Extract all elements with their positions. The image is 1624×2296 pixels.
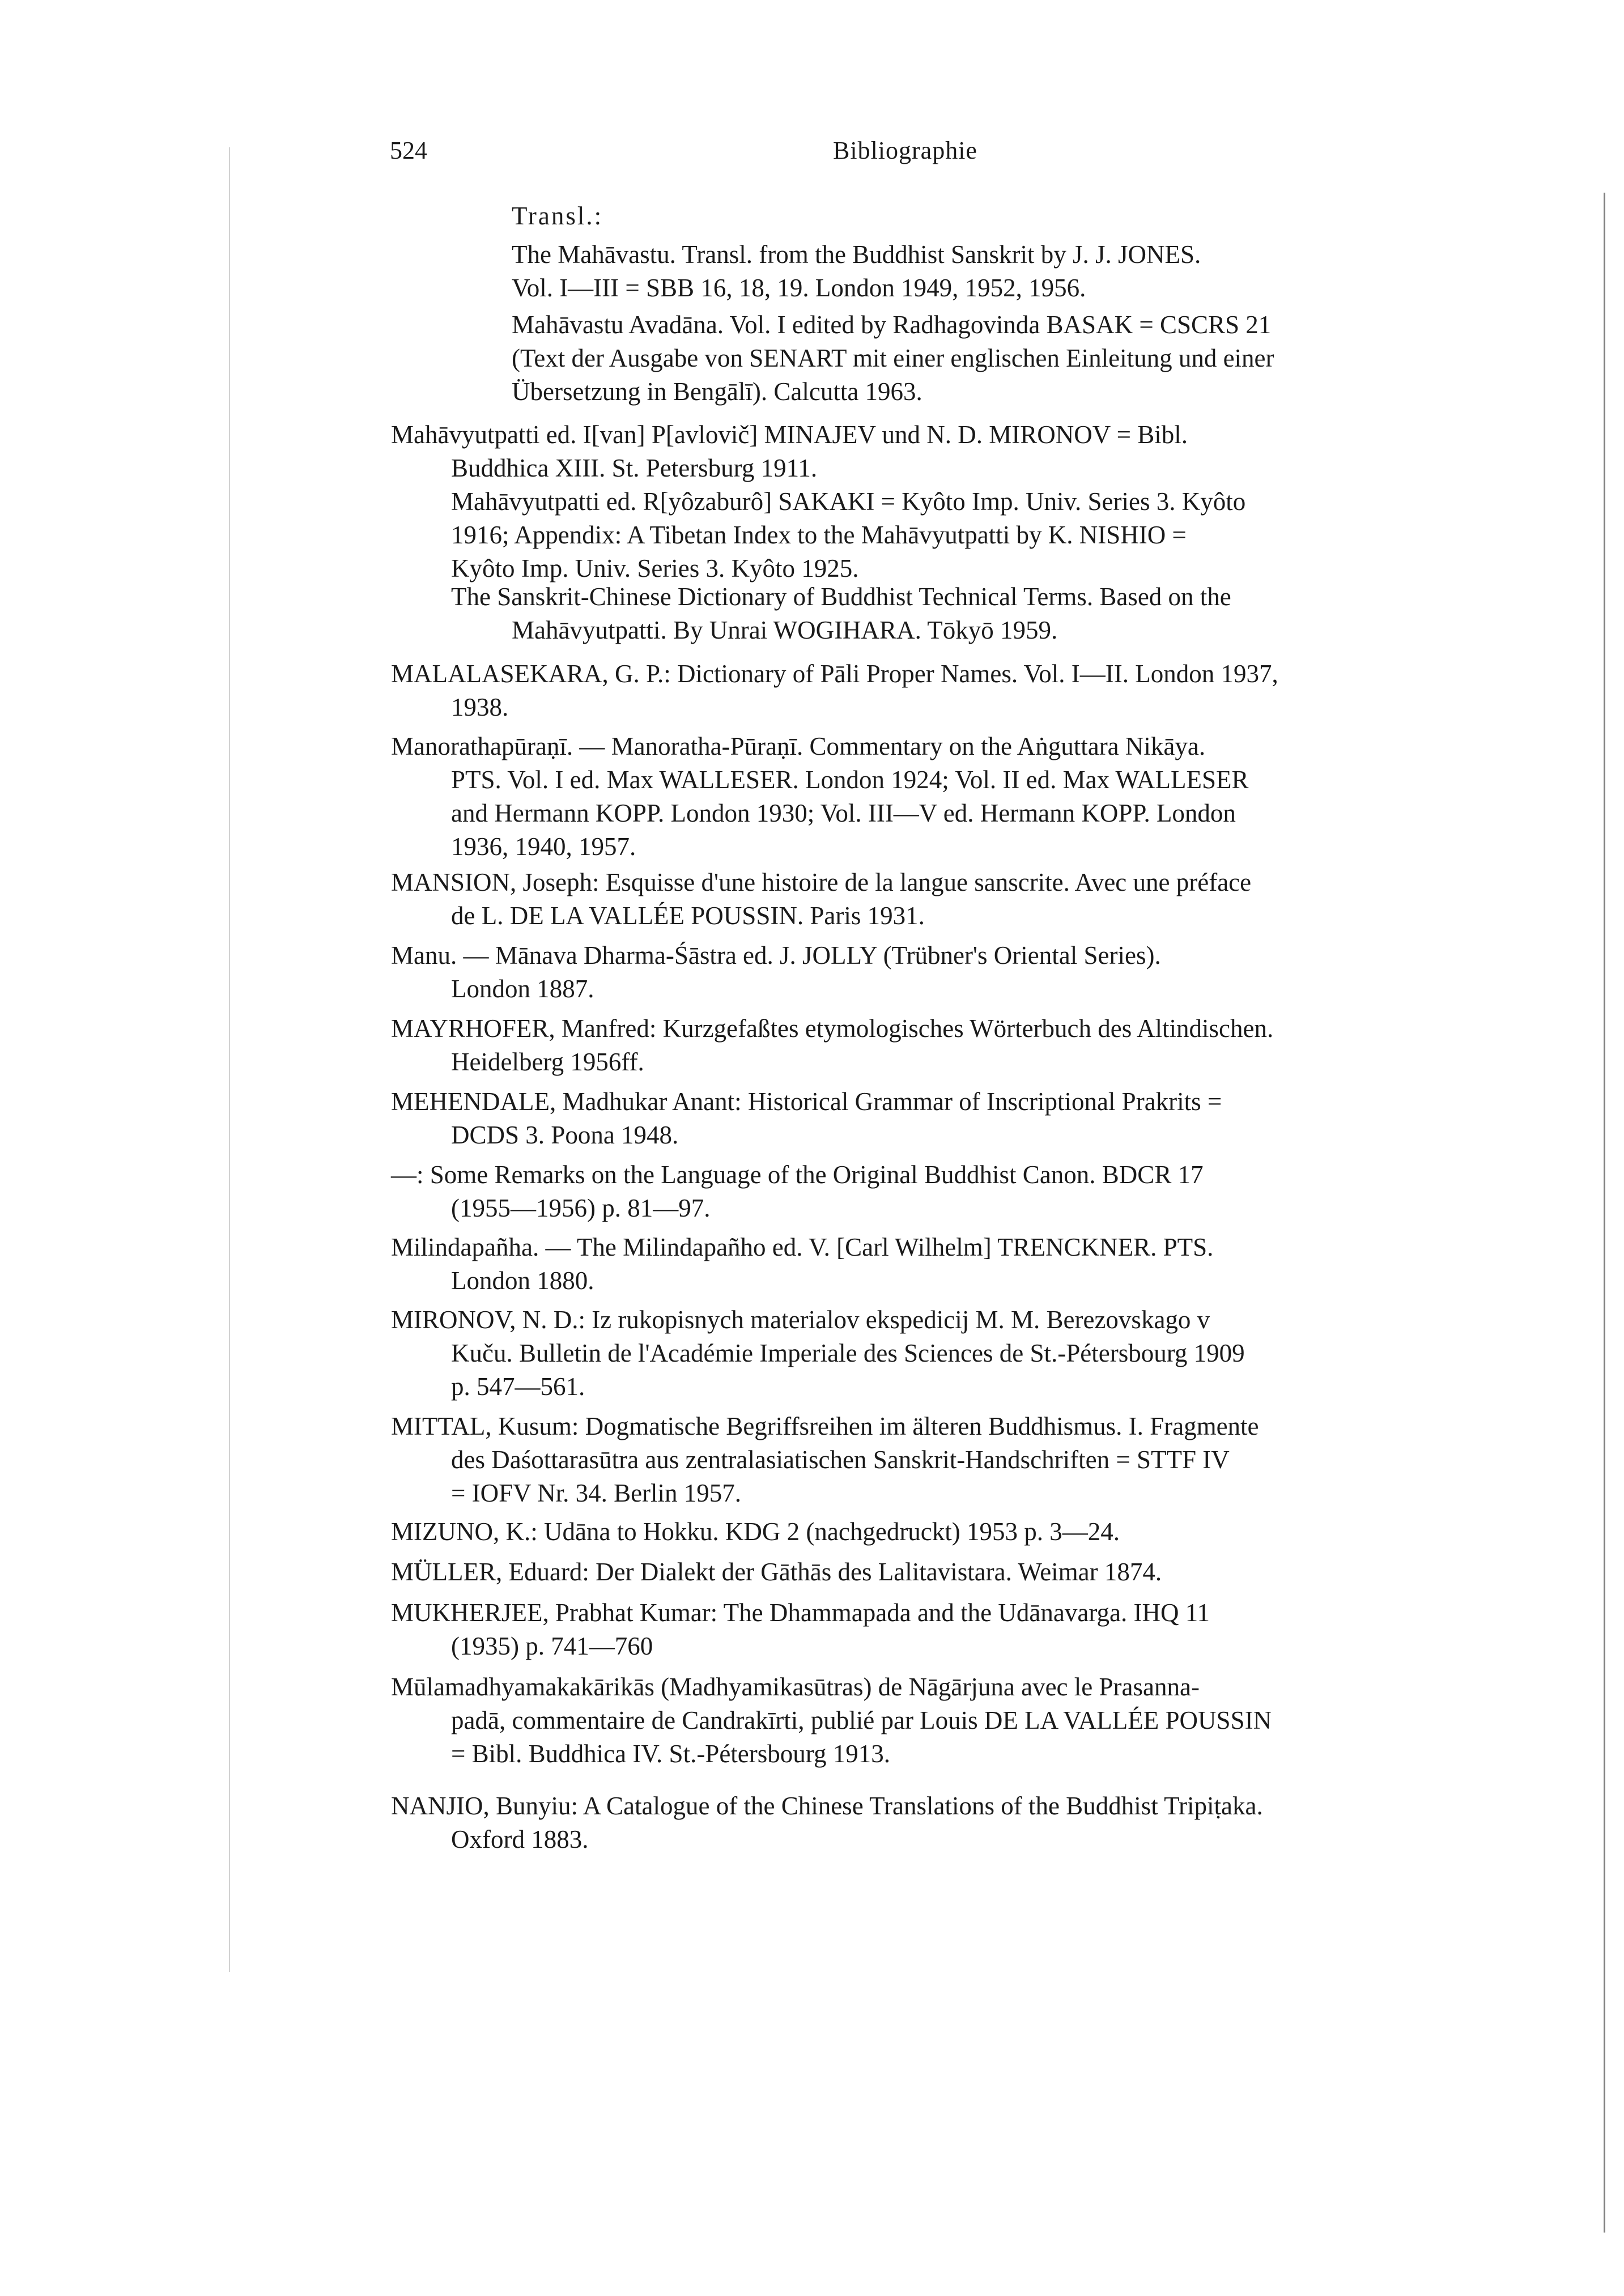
entry-line: 1916; Appendix: A Tibetan Index to the Mahāvyutpatti by K. NISHIO = (451, 521, 1187, 549)
bibliography-entry (391, 1085, 1222, 1152)
bibliography-entry (391, 1789, 1263, 1856)
entry-line: London 1880. (451, 1266, 594, 1295)
entry-line: p. 547—561. (451, 1372, 585, 1401)
entry-line: des Daśottarasūtra aus zentralasiatischen Sanskrit-Handschriften = STTF IV (451, 1445, 1230, 1474)
entry-line: The Sanskrit-Chinese Dictionary of Buddhist Technical Terms. Based on the (451, 582, 1231, 611)
bibliography-entry (391, 1158, 1204, 1225)
scan-edge-right (1604, 193, 1605, 2233)
bibliography-entry (391, 730, 1249, 864)
bibliography-entry (391, 1555, 1162, 1589)
entry-line: Mūlamadhyamakakārikās (Madhyamikasūtras) de Nāgārjuna avec le Prasanna- (391, 1673, 1200, 1701)
entry-line: Mahāvyutpatti. By Unrai WOGIHARA. Tōkyō 1959. (512, 616, 1058, 644)
entry-line: (Text der Ausgabe von SENART mit einer englischen Einleitung und einer (512, 344, 1274, 372)
entry-line: MIRONOV, N. D.: Iz rukopisnych materialov ekspedicij M. M. Berezovskago v (391, 1306, 1210, 1334)
running-title: Bibliographie (833, 137, 977, 164)
entry-line: Oxford 1883. (451, 1825, 589, 1853)
entry-line: London 1887. (451, 975, 594, 1003)
entry-line: Mahāvastu Avadāna. Vol. I edited by Radhagovinda BASAK = CSCRS 21 (512, 311, 1272, 339)
entry-line: 1936, 1940, 1957. (451, 832, 636, 861)
entry-line: The Mahāvastu. Transl. from the Buddhist Sanskrit by J. J. JONES. (512, 240, 1201, 269)
bibliography-entry (391, 1670, 1272, 1771)
entry-line: Heidelberg 1956ff. (451, 1048, 644, 1076)
entry-line: MIZUNO, K.: Udāna to Hokku. KDG 2 (nachgedruckt) 1953 p. 3—24. (391, 1517, 1120, 1546)
entry-line: MUKHERJEE, Prabhat Kumar: The Dhammapada and the Udānavarga. IHQ 11 (391, 1598, 1210, 1627)
scan-edge-left (229, 147, 230, 1972)
bibliography-entry (391, 1410, 1259, 1510)
entry-line: Vol. I—III = SBB 16, 18, 19. London 1949, 1952, 1956. (512, 274, 1086, 302)
entry-line: (1955—1956) p. 81—97. (451, 1194, 711, 1222)
entry-line: MEHENDALE, Madhukar Anant: Historical Grammar of Inscriptional Prakrits = (391, 1087, 1222, 1116)
entry-line: Kyôto Imp. Univ. Series 3. Kyôto 1925. (451, 554, 859, 582)
entry-line: 1938. (451, 693, 509, 721)
entry-line: Manorathapūraṇī. — Manoratha-Pūraṇī. Commentary on the Aṅguttara Nikāya. (391, 732, 1206, 760)
bibliography-entry (391, 939, 1161, 1006)
entry-line: Mahāvyutpatti ed. I[van] P[avlovič] MINAJEV und N. D. MIRONOV = Bibl. (391, 420, 1188, 449)
bibliography-entry (512, 308, 1274, 409)
entry-line: de L. DE LA VALLÉE POUSSIN. Paris 1931. (451, 902, 925, 930)
entry-line: MALALASEKARA, G. P.: Dictionary of Pāli Proper Names. Vol. I—II. London 1937, (391, 660, 1278, 688)
bibliography-entry (391, 1012, 1273, 1079)
entry-line: Buddhica XIII. St. Petersburg 1911. (451, 454, 818, 482)
entry-line: Übersetzung in Bengālī). Calcutta 1963. (512, 377, 922, 406)
entry-line: and Hermann KOPP. London 1930; Vol. III—V ed. Hermann KOPP. London (451, 799, 1236, 827)
entry-line: Mahāvyutpatti ed. R[yôzaburô] SAKAKI = Kyôto Imp. Univ. Series 3. Kyôto (451, 487, 1246, 516)
bibliography-entry (451, 580, 1231, 647)
entry-line: DCDS 3. Poona 1948. (451, 1121, 679, 1149)
bibliography-entry (512, 199, 603, 233)
bibliography-entry (391, 1596, 1210, 1663)
entry-line: Milindapañha. — The Milindapañho ed. V. [Carl Wilhelm] TRENCKNER. PTS. (391, 1233, 1214, 1261)
bibliography-entry (451, 485, 1245, 585)
bibliography-entry (391, 418, 1188, 485)
bibliography-entry (391, 866, 1251, 933)
bibliography-entry (391, 1303, 1245, 1404)
bibliography-entry (512, 238, 1435, 305)
entry-line: —: Some Remarks on the Language of the Original Buddhist Canon. BDCR 17 (391, 1160, 1204, 1189)
entry-line: Kuču. Bulletin de l'Académie Imperiale des Sciences de St.-Pétersbourg 1909 (451, 1339, 1245, 1367)
entry-line: Transl.: (512, 202, 603, 230)
entry-line: = IOFV Nr. 34. Berlin 1957. (451, 1479, 742, 1507)
entry-line: MAYRHOFER, Manfred: Kurzgefaßtes etymologisches Wörterbuch des Altindischen. (391, 1014, 1274, 1043)
entry-line: MITTAL, Kusum: Dogmatische Begriffsreihen im älteren Buddhismus. I. Fragmente (391, 1412, 1259, 1440)
entry-line: Manu. — Mānava Dharma-Śāstra ed. J. JOLLY (Trübner's Oriental Series). (391, 941, 1161, 970)
page-number: 524 (390, 137, 427, 164)
entry-line: (1935) p. 741—760 (451, 1632, 653, 1660)
entry-line: PTS. Vol. I ed. Max WALLESER. London 1924; Vol. II ed. Max WALLESER (451, 766, 1249, 794)
entry-line: MÜLLER, Eduard: Der Dialekt der Gāthās des Lalitavistara. Weimar 1874. (391, 1558, 1162, 1586)
entry-line: = Bibl. Buddhica IV. St.-Pétersbourg 1913. (451, 1740, 890, 1768)
entry-line: padā, commentaire de Candrakīrti, publié par Louis DE LA VALLÉE POUSSIN (451, 1706, 1272, 1734)
entry-line: NANJIO, Bunyiu: A Catalogue of the Chinese Translations of the Buddhist Tripiṭaka. (391, 1792, 1263, 1820)
bibliography-entry (391, 1231, 1213, 1298)
bibliography-entry (391, 1515, 1120, 1549)
entry-line: MANSION, Joseph: Esquisse d'une histoire de la langue sanscrite. Avec une préface (391, 868, 1252, 896)
bibliography-entry (391, 657, 1278, 724)
